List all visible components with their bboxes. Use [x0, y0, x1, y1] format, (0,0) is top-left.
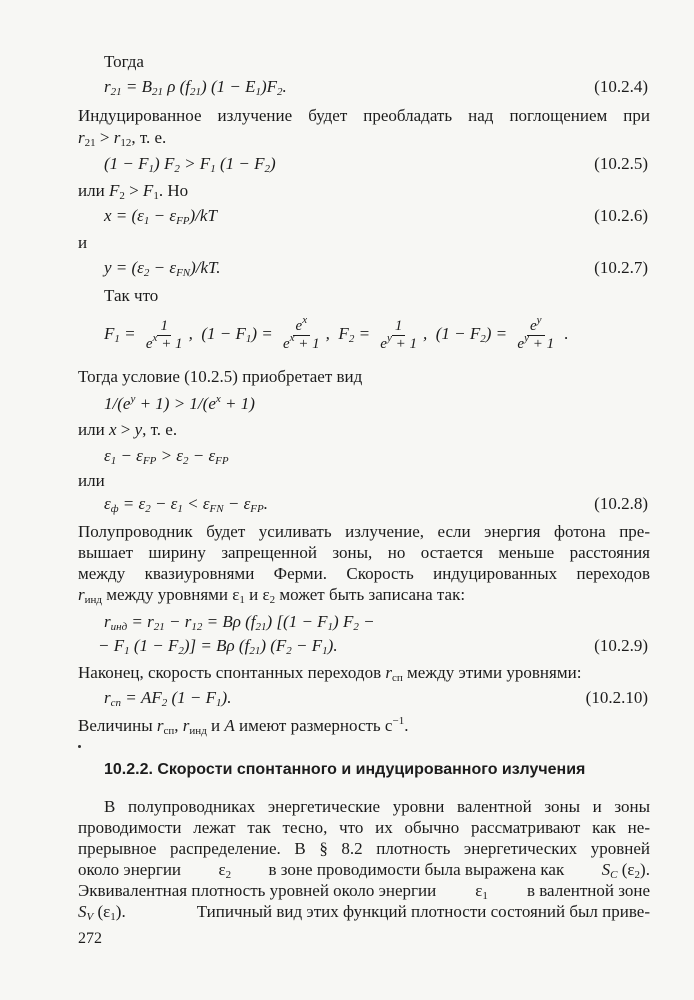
text-and: и [78, 233, 88, 252]
equation-10-2-5: $(1 - F_1)$ $F_2 > F_1$ $(1 - F_2)$ [104, 154, 276, 175]
print-speck [78, 745, 81, 748]
text-or: или [78, 471, 105, 490]
equation-10-2-10: $r_{сп} = AF_2$ $(1 - F_1)$. [104, 688, 232, 709]
paragraph-line: Величины $r_{сп}$, $r_{инд}$ и A имеют размерность $с^{-1}$. [78, 715, 409, 737]
equation-10-2-9-line1: $r_{инд} = r_{21} - r_{12} = B\rho$ $(f_{21}) [(1 - F_1) F_2$ − [104, 612, 375, 633]
paragraph-line: или x > y, т. е. [78, 420, 178, 439]
equation-10-2-9-line2: − $F_1$ $(1 - F_2)] = B\rho$ $(f_{21}) (F_2 - F_1)$. [98, 636, 338, 657]
inequality: $\varepsilon_1 - \varepsilon_{FP} > \varepsilon_2 - \varepsilon_{FP}$ [104, 446, 229, 467]
paragraph-line: между квазиуровнями Ферми. Скорость индуцированных переходов [78, 564, 650, 583]
paragraph-line: проводимости лежат так тесно, что их обычно рассматривают как не- [78, 818, 650, 837]
equation-number: (10.2.9) [594, 636, 648, 655]
paragraph-line: $r_{21} > r_{12}$, т. е. [78, 128, 167, 149]
equation-number: (10.2.4) [594, 77, 648, 96]
fermi-function-equations: $F_1$ = $\frac{1}{e^x + 1}$ , $(1 - F_1)$ = $\frac{e^x}{e^x + 1}$ , $F_2$ = $\frac{1}{e^y + 1}$ , $(1 - F_2)$ = $\frac{e^y}{e^y + 1}$ . [104, 313, 569, 352]
paragraph-line: Индуцированное излучение будет преобладать над поглощением при [78, 106, 650, 125]
paragraph-line: или $F_2 > F_1$. Но [78, 181, 189, 202]
paragraph-line: Полупроводник будет усиливать излучение, если энергия фотона пре- [78, 522, 650, 541]
equation-10-2-6: $x = (\varepsilon_1 - \varepsilon_{FP})/kT$ [104, 206, 217, 227]
equation-number: (10.2.5) [594, 154, 648, 173]
equation-10-2-8: $\varepsilon_ф = \varepsilon_2 - \varepsilon_1 < \varepsilon_{FN} - \varepsilon_{FP}$. [104, 494, 268, 515]
text-tak-chto: Так что [104, 286, 159, 305]
paragraph-line: Наконец, скорость спонтанных переходов $r_{сп}$ между этими уровнями: [78, 663, 582, 684]
equation-number: (10.2.8) [594, 494, 648, 513]
page-number: 272 [78, 930, 102, 947]
equation-10-2-7: $y = (\varepsilon_2 - \varepsilon_{FN})/kT$. [104, 258, 221, 279]
paragraph-line: вышает ширину запрещенной зоны, но остается меньше расстояния [78, 543, 650, 562]
equation-number: (10.2.6) [594, 206, 648, 225]
section-heading: 10.2.2. Скорости спонтанного и индуцированного излучения [104, 761, 586, 778]
equation-10-2-4: $r_{21} = B_{21}$ ρ $(f_{21}) (1 - E_1)F_2$. [104, 77, 287, 98]
paragraph-line: прерывное распределение. В § 8.2 плотность энергетических уровней [78, 839, 650, 858]
paragraph-line: Тогда условие (10.2.5) приобретает вид [78, 367, 363, 386]
paragraph-line: В полупроводниках энергетические уровни валентной зоны и зоны [104, 797, 650, 816]
equation-number: (10.2.7) [594, 258, 648, 277]
paragraph-line: $r_{инд}$ между уровнями $\varepsilon_1$ и $\varepsilon_2$ может быть записана так: [78, 585, 466, 606]
paragraph-line: Эквивалентная плотность уровней около энергии $\varepsilon_1$ в валентной зоне [78, 881, 650, 902]
paragraph-line: около энергии $\varepsilon_2$ в зоне проводимости была выражена как $S_C$ $(\varepsilon_2)$. [78, 860, 650, 881]
inequality: $1/(e^y + 1) > 1/(e^x + 1)$ [104, 393, 255, 413]
paragraph-line: $S_V$ $(\varepsilon_1)$. Типичный вид этих функций плотности состояний был приве- [78, 902, 650, 923]
equation-number: (10.2.10) [585, 688, 648, 707]
text-togda: Тогда [104, 52, 144, 71]
